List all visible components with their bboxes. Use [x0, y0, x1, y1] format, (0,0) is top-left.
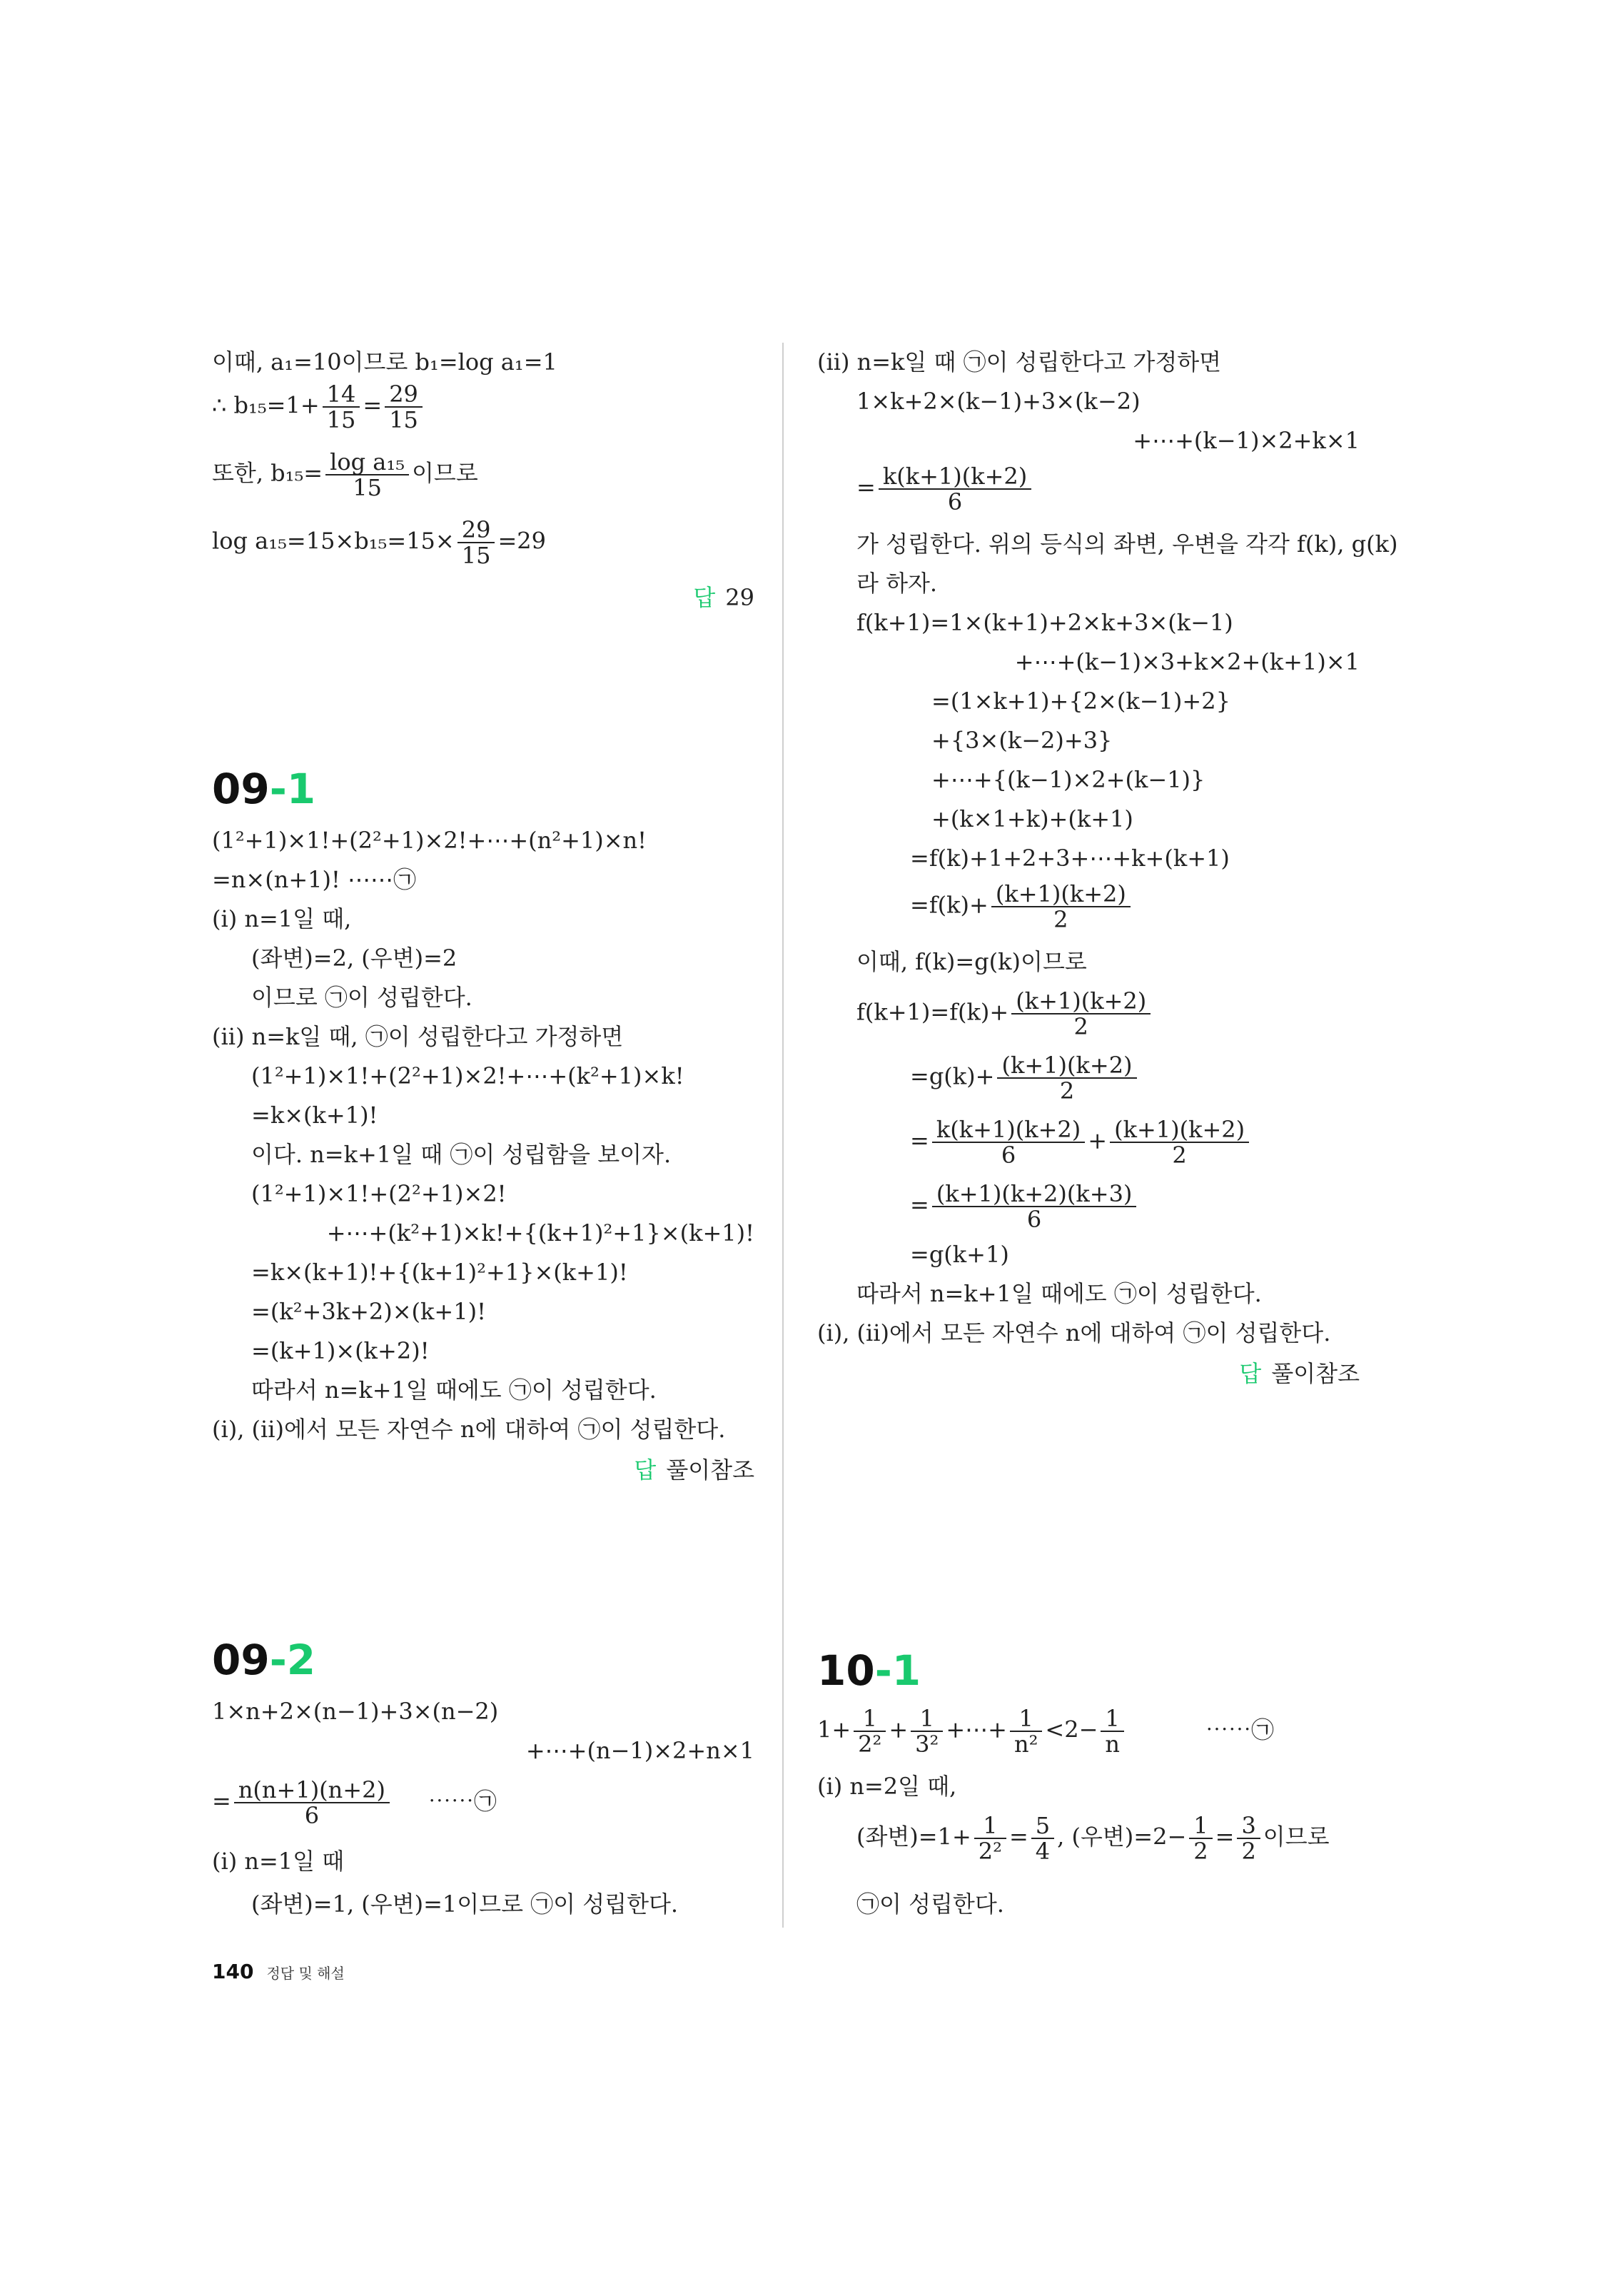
r-line-4: = $\frac{k(k+1)(k+2)}{6}$ — [856, 464, 1034, 514]
s091-line-16: (ⅰ), (ⅱ)에서 모든 자연수 n에 대하여 ㉠이 성립한다. — [212, 1416, 726, 1443]
s091-line-12: =k×(k+1)!+{(k+1)²+1}×(k+1)! — [251, 1259, 628, 1286]
s091-line-5: 이므로 ㉠이 성립한다. — [251, 984, 472, 1011]
s091-line-13: =(k²+3k+2)×(k+1)! — [251, 1298, 486, 1325]
r-line-3: +⋯+(k−1)×2+k×1 — [1133, 427, 1360, 454]
s101-line-1: 1+ $\frac{1}{\text{2²}}$ + $\frac{1}{\text{3²}}$ +⋯+ $\frac{1}{\text{n²}}$ <2− $\frac{1}{n}$ ⋯⋯㉠ — [817, 1705, 1275, 1758]
fraction: $\frac{29}{15}$ — [385, 382, 423, 432]
page-number: 140 — [212, 1960, 254, 1983]
r-answer — [1239, 1354, 1360, 1394]
intro-answer — [693, 578, 754, 618]
r-line-2: 1×k+2×(k−1)+3×(k−2) — [856, 388, 1141, 415]
s091-line-15: 따라서 n=k+1일 때에도 ㉠이 성립한다. — [251, 1376, 657, 1404]
s101-line-4: ㉠이 성립한다. — [856, 1890, 1004, 1918]
intro-line-2: ∴ b₁₅=1+ $\frac{14}{15}$ = $\frac{29}{15}$ — [212, 382, 425, 432]
s091-line-4: (좌변)=2, (우변)=2 — [251, 945, 457, 972]
r-line-15: 이때, f(k)=g(k)이므로 — [856, 948, 1087, 975]
r-line-16: f(k+1)=f(k)+ $\frac{(k+1)(k+2)}{2}$ — [856, 989, 1153, 1039]
fraction: $\frac{29}{15}$ — [457, 518, 495, 568]
fraction: $\frac{1}{n}$ — [1101, 1706, 1124, 1756]
fraction: $\frac{1}{\text{2²}}$ — [854, 1706, 886, 1756]
s091-answer — [634, 1451, 754, 1490]
s091-line-14: =(k+1)×(k+2)! — [251, 1337, 430, 1364]
s091-line-3: (ⅰ) n=1일 때, — [212, 905, 352, 932]
s092-line-2: +⋯+(n−1)×2+n×1 — [525, 1737, 754, 1764]
section-title-09-1: 09-1 — [212, 765, 316, 813]
r-line-22: (ⅰ), (ⅱ)에서 모든 자연수 n에 대하여 ㉠이 성립한다. — [817, 1319, 1331, 1346]
column-divider — [782, 343, 784, 1928]
r-line-8: +⋯+(k−1)×3+k×2+(k+1)×1 — [1014, 648, 1360, 675]
answer-label: 답 — [693, 584, 716, 611]
fraction: $\frac{5}{4}$ — [1031, 1813, 1054, 1863]
fraction: $\frac{1}{\text{2²}}$ — [974, 1813, 1006, 1863]
s091-line-1: (1²+1)×1!+(2²+1)×2!+⋯+(n²+1)×n! — [212, 827, 647, 854]
answer-label: 답 — [634, 1456, 657, 1484]
s091-line-2: =n×(n+1)! ⋯⋯㉠ — [212, 866, 417, 893]
s101-line-3: (좌변)=1+ $\frac{1}{\text{2²}}$ = $\frac{5}{4}$ , (우변)=2− $\frac{1}{2}$ = $\frac{3}{2}$ 이므로 — [856, 1812, 1330, 1865]
intro-line-1: 이때, a₁=10이므로 b₁=log a₁=1 — [212, 348, 557, 376]
r-line-12: +(k×1+k)+(k+1) — [931, 805, 1133, 832]
s091-line-11: +⋯+(k²+1)×k!+{(k+1)²+1}×(k+1)! — [326, 1219, 754, 1247]
fraction: $\frac{\text{log a₁₅}}{15}$ — [325, 450, 409, 500]
r-line-17: =g(k)+ $\frac{(k+1)(k+2)}{2}$ — [910, 1053, 1140, 1103]
fraction: $\frac{1}{\text{n²}}$ — [1010, 1706, 1042, 1756]
fraction: $\frac{(k+1)(k+2)(k+3)}{6}$ — [932, 1182, 1137, 1232]
page-footer — [212, 1960, 345, 1983]
section-title-09-2: 09-2 — [212, 1636, 316, 1684]
footer-label: 정답 및 해설 — [266, 1965, 345, 1982]
fraction: $\frac{1}{\text{3²}}$ — [911, 1706, 943, 1756]
intro-line-4: log a₁₅=15×b₁₅=15× $\frac{29}{15}$ =29 — [212, 516, 546, 569]
s091-line-9: 이다. n=k+1일 때 ㉠이 성립함을 보이자. — [251, 1141, 672, 1168]
fraction: $\frac{n(n+1)(n+2)}{6}$ — [234, 1778, 390, 1828]
section-title-10-1: 10-1 — [817, 1646, 921, 1695]
answer-value: 풀이참조 — [666, 1456, 754, 1484]
s091-line-8: =k×(k+1)! — [251, 1102, 378, 1129]
r-line-19: = $\frac{(k+1)(k+2)(k+3)}{6}$ — [910, 1182, 1139, 1232]
r-line-18: = $\frac{k(k+1)(k+2)}{6}$ + $\frac{(k+1)(k+2)}{2}$ — [910, 1117, 1252, 1167]
s092-line-3: = $\frac{n(n+1)(n+2)}{6}$ ⋯⋯㉠ — [212, 1776, 497, 1829]
intro-line-3: 또한, b₁₅= $\frac{\text{log a₁₅}}{15}$ 이므로 — [212, 448, 478, 501]
r-line-5: 가 성립한다. 위의 등식의 좌변, 우변을 각각 f(k), g(k) — [856, 530, 1398, 558]
r-line-10: +{3×(k−2)+3} — [931, 727, 1113, 754]
r-line-7: f(k+1)=1×(k+1)+2×k+3×(k−1) — [856, 609, 1233, 636]
r-line-13: =f(k)+1+2+3+⋯+k+(k+1) — [910, 845, 1230, 872]
fraction: $\frac{(k+1)(k+2)}{2}$ — [1110, 1117, 1249, 1167]
fraction: $\frac{14}{15}$ — [323, 382, 360, 432]
fraction: $\frac{k(k+1)(k+2)}{6}$ — [879, 464, 1031, 514]
fraction: $\frac{3}{2}$ — [1237, 1813, 1260, 1863]
r-line-9: =(1×k+1)+{2×(k−1)+2} — [931, 688, 1230, 715]
s091-line-7: (1²+1)×1!+(2²+1)×2!+⋯+(k²+1)×k! — [251, 1062, 684, 1089]
r-line-11: +⋯+{(k−1)×2+(k−1)} — [931, 766, 1205, 793]
r-line-20: =g(k+1) — [910, 1241, 1009, 1268]
fraction: $\frac{k(k+1)(k+2)}{6}$ — [932, 1117, 1085, 1167]
s092-line-5: (좌변)=1, (우변)=1이므로 ㉠이 성립한다. — [251, 1890, 679, 1918]
fraction: $\frac{(k+1)(k+2)}{2}$ — [991, 882, 1131, 932]
r-line-6: 라 하자. — [856, 570, 938, 597]
r-line-14: =f(k)+ $\frac{(k+1)(k+2)}{2}$ — [910, 882, 1133, 932]
s091-line-6: (ⅱ) n=k일 때, ㉠이 성립한다고 가정하면 — [212, 1023, 624, 1050]
s101-line-2: (ⅰ) n=2일 때, — [817, 1773, 957, 1800]
fraction: $\frac{(k+1)(k+2)}{2}$ — [997, 1053, 1136, 1103]
r-line-21: 따라서 n=k+1일 때에도 ㉠이 성립한다. — [856, 1280, 1262, 1307]
answer-label: 답 — [1239, 1360, 1262, 1387]
r-line-1: (ⅱ) n=k일 때 ㉠이 성립한다고 가정하면 — [817, 348, 1222, 376]
fraction: $\frac{(k+1)(k+2)}{2}$ — [1011, 989, 1151, 1039]
fraction: $\frac{1}{2}$ — [1189, 1813, 1212, 1863]
answer-value: 29 — [725, 584, 754, 611]
s092-line-4: (ⅰ) n=1일 때 — [212, 1848, 345, 1875]
s092-line-1: 1×n+2×(n−1)+3×(n−2) — [212, 1698, 499, 1725]
s091-line-10: (1²+1)×1!+(2²+1)×2! — [251, 1180, 507, 1207]
answer-value: 풀이참조 — [1271, 1360, 1360, 1387]
